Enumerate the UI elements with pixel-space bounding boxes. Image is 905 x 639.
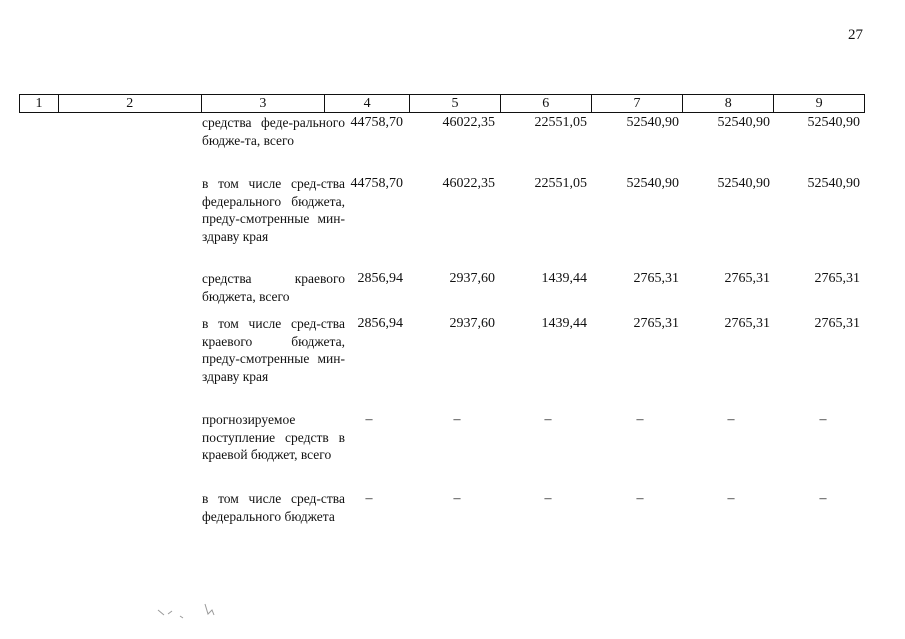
- value-col-8: –: [727, 412, 735, 427]
- header-col-8: 8: [683, 95, 774, 112]
- value-col-6: 1439,44: [541, 271, 587, 286]
- scan-speck-marks: [150, 600, 240, 625]
- row-label: средства феде-ральногo бюдже-та, всего: [202, 115, 345, 148]
- value-col-9: 2765,31: [814, 316, 860, 331]
- value-col-6: 22551,05: [534, 115, 587, 130]
- value-col-6: –: [544, 491, 552, 506]
- value-col-4: 2856,94: [357, 316, 403, 331]
- value-col-8: 52540,90: [717, 176, 770, 191]
- value-col-4: 44758,70: [350, 115, 403, 130]
- header-col-4: 4: [325, 95, 410, 112]
- value-col-4: 44758,70: [350, 176, 403, 191]
- header-col-7: 7: [592, 95, 684, 112]
- value-col-9: –: [819, 412, 827, 427]
- value-col-7: 2765,31: [633, 316, 679, 331]
- value-col-5: 2937,60: [449, 271, 495, 286]
- value-col-9: 52540,90: [807, 176, 860, 191]
- value-col-4: –: [365, 412, 373, 427]
- value-col-8: –: [727, 491, 735, 506]
- value-col-6: 1439,44: [541, 316, 587, 331]
- value-col-9: –: [819, 491, 827, 506]
- header-col-1: 1: [20, 95, 59, 112]
- value-col-6: –: [544, 412, 552, 427]
- header-col-5: 5: [410, 95, 501, 112]
- value-col-6: 22551,05: [534, 176, 587, 191]
- value-col-7: 52540,90: [626, 176, 679, 191]
- value-col-7: –: [636, 412, 644, 427]
- value-col-7: 2765,31: [633, 271, 679, 286]
- header-col-6: 6: [501, 95, 592, 112]
- header-col-2: 2: [59, 95, 202, 112]
- row-label: в том числе сред-ства краевого бюджета, преду-смотренные мин-здраву края: [202, 316, 345, 384]
- header-col-3: 3: [202, 95, 326, 112]
- value-col-5: 46022,35: [442, 115, 495, 130]
- value-col-9: 52540,90: [807, 115, 860, 130]
- row-label: в том числе сред-ства федерального бюджета, преду-смотренные мин-здраву края: [202, 176, 345, 244]
- value-col-9: 2765,31: [814, 271, 860, 286]
- row-label: в том числе сред-ства федерального бюджета: [202, 491, 345, 524]
- value-col-4: –: [365, 491, 373, 506]
- value-col-4: 2856,94: [357, 271, 403, 286]
- header-col-9: 9: [815, 96, 823, 111]
- value-col-5: 2937,60: [449, 316, 495, 331]
- value-col-5: 46022,35: [442, 176, 495, 191]
- value-col-5: –: [453, 412, 461, 427]
- value-col-8: 2765,31: [724, 271, 770, 286]
- row-label: прогнозируемое поступление средств в краевой бюджет, всего: [202, 412, 345, 462]
- value-col-5: –: [453, 491, 461, 506]
- value-col-7: –: [636, 491, 644, 506]
- table-header: [19, 94, 865, 113]
- row-label: средства краевого бюджета, всего: [202, 271, 345, 304]
- value-col-7: 52540,90: [626, 115, 679, 130]
- page-number: 27: [848, 27, 863, 43]
- value-col-8: 2765,31: [724, 316, 770, 331]
- value-col-8: 52540,90: [717, 115, 770, 130]
